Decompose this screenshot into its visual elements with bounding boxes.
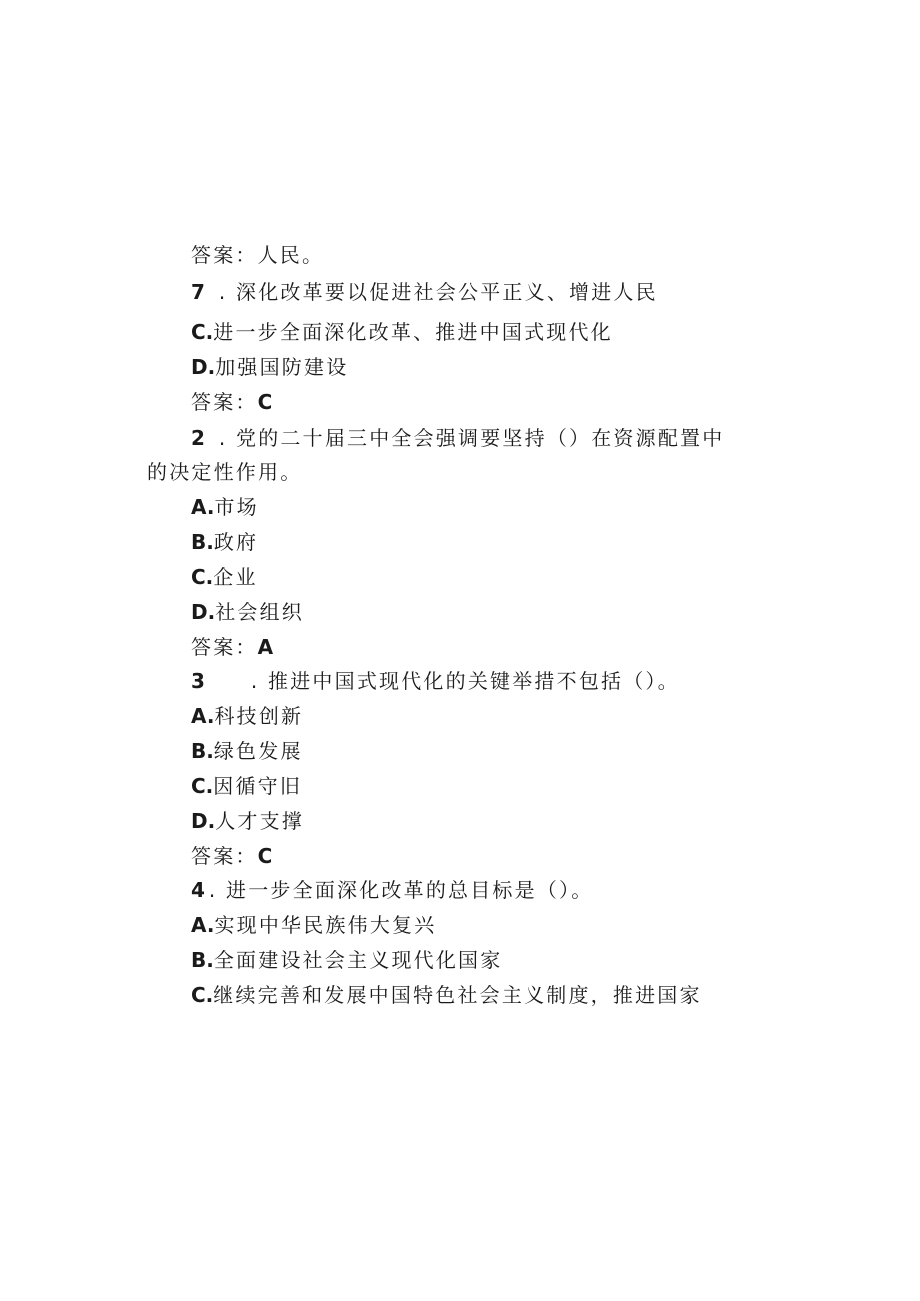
option-letter: C. <box>191 774 214 798</box>
option-text: 市场 <box>214 495 259 519</box>
option-letter: D. <box>191 355 216 379</box>
option-letter: D. <box>191 600 216 624</box>
question-text: . 推进中国式现代化的关键举措不包括（）。 <box>250 669 680 693</box>
option-b <box>191 528 258 556</box>
option-c <box>191 772 302 800</box>
question-text: . 党的二十届三中全会强调要坚持（）在资源配置中 <box>218 426 725 450</box>
option-d <box>191 598 304 626</box>
answer-letter: C <box>257 390 273 414</box>
option-text: 人才支撑 <box>215 809 305 833</box>
answer-label: 答案： <box>191 635 258 659</box>
option-text: 政府 <box>213 530 259 554</box>
option-letter: B. <box>191 739 214 763</box>
question-number: 7 <box>191 280 205 304</box>
question-text: . 深化改革要以促进社会公平正义、增进人民 <box>218 280 658 304</box>
option-text: 社会组织 <box>215 600 305 624</box>
question-2-continued <box>147 458 302 486</box>
answer-line-3 <box>191 633 273 661</box>
option-text: 绿色发展 <box>213 739 303 763</box>
option-text: 科技创新 <box>214 704 304 728</box>
option-letter: C. <box>191 565 214 589</box>
question-number: 2 <box>191 426 205 450</box>
option-d <box>191 353 348 381</box>
option-letter: A. <box>191 913 215 937</box>
option-text: 加强国防建设 <box>215 355 349 379</box>
answer-letter: A <box>257 635 274 659</box>
option-text: 全面建设社会主义现代化国家 <box>213 948 503 972</box>
option-text: 进一步全面深化改革、推进中国式现代化 <box>213 320 613 344</box>
question-number: 4 <box>191 878 205 902</box>
option-a <box>191 702 303 730</box>
option-letter: A. <box>191 495 215 519</box>
option-d <box>191 807 304 835</box>
option-letter: C. <box>191 320 214 344</box>
option-letter: D. <box>191 809 216 833</box>
option-text: 因循守旧 <box>213 774 303 798</box>
option-text: 企业 <box>213 565 258 589</box>
question-text: . 进一步全面深化改革的总目标是（）。 <box>208 878 594 902</box>
answer-label: 答案： <box>191 243 258 267</box>
question-text: 的决定性作用。 <box>147 460 303 484</box>
answer-text: 人民。 <box>257 243 325 267</box>
answer-label: 答案： <box>191 844 258 868</box>
option-letter: A. <box>191 704 215 728</box>
answer-line-2 <box>191 388 272 416</box>
question-3 <box>191 667 680 695</box>
question-7 <box>191 278 658 306</box>
answer-line-1 <box>191 241 324 269</box>
option-c <box>191 981 702 1009</box>
option-text: 实现中华民族伟大复兴 <box>214 913 437 937</box>
option-text: 继续完善和发展中国特色社会主义制度，推进国家 <box>213 983 702 1007</box>
option-c <box>191 563 258 591</box>
option-letter: B. <box>191 530 214 554</box>
option-c <box>191 318 613 346</box>
answer-label: 答案： <box>191 390 258 414</box>
question-4 <box>191 876 593 904</box>
answer-line-4 <box>191 842 272 870</box>
option-letter: C. <box>191 983 214 1007</box>
answer-letter: C <box>257 844 273 868</box>
question-2 <box>191 424 724 452</box>
option-letter: B. <box>191 948 214 972</box>
option-b <box>191 946 502 974</box>
option-a <box>191 493 259 521</box>
question-number: 3 <box>191 669 205 693</box>
option-b <box>191 737 303 765</box>
option-a <box>191 911 436 939</box>
